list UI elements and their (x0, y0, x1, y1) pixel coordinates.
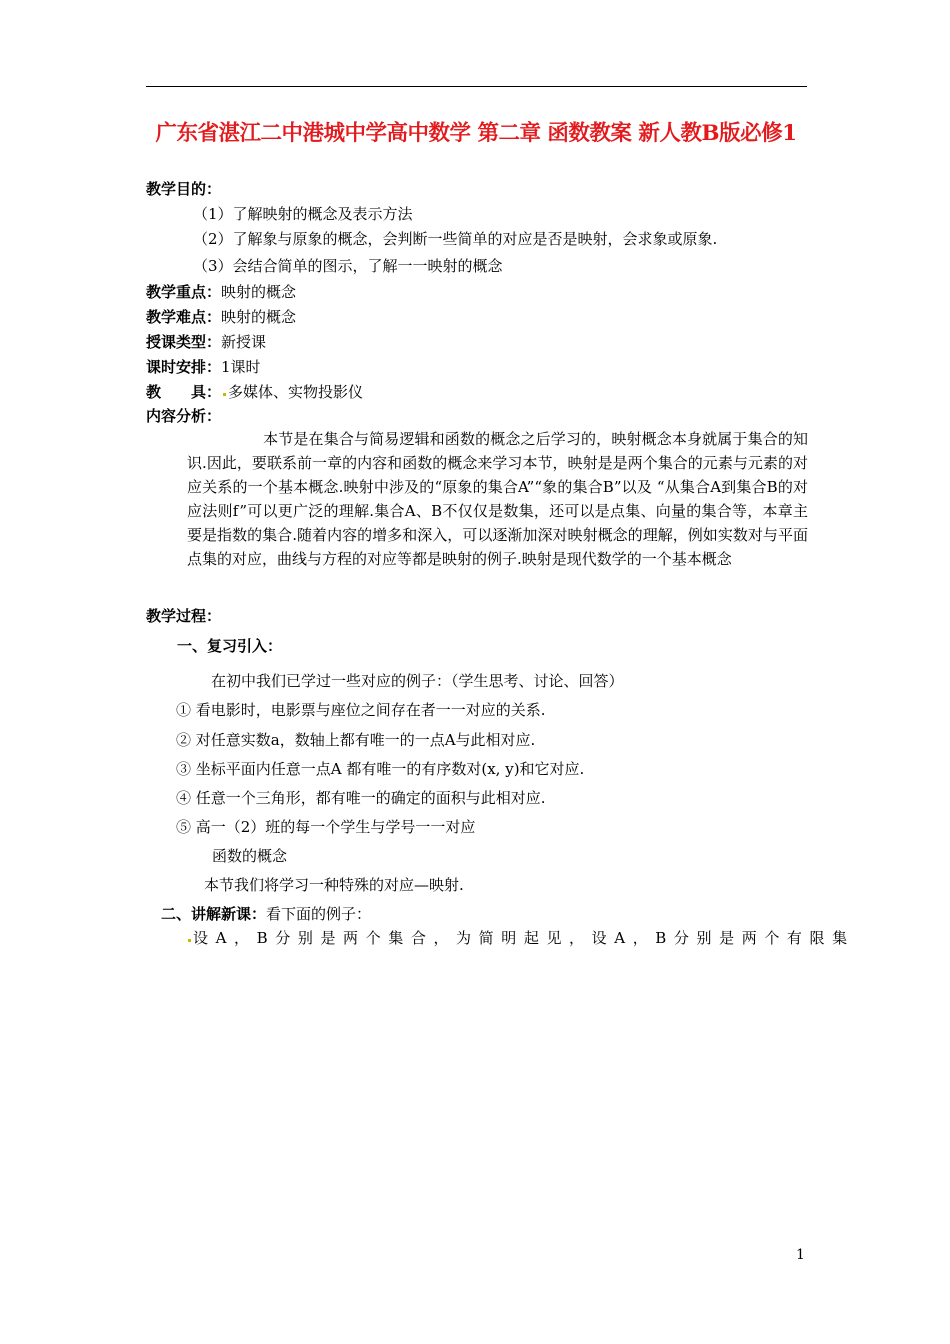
meta-row (146, 357, 261, 377)
objective-item: （1）了解映射的概念及表示方法 (193, 205, 413, 223)
document-title: 广东省湛江二中港城中学高中数学 第二章 函数教案 新人教B版必修1 (155, 121, 797, 146)
example-item: ⑤ 高一（2）班的每一个学生与学号一一对应 (176, 818, 476, 836)
section-intro: 看下面的例子： (266, 905, 372, 923)
lesson-note: 本节我们将学习一种特殊的对应—映射. (204, 876, 464, 894)
meta-value: 1课时 (221, 358, 261, 376)
body-line (186, 928, 855, 948)
objective-item: （2）了解象与原象的概念，会判断一些简单的对应是否是映射，会求象或原象. (193, 230, 718, 248)
content-analysis-paragraph (187, 428, 808, 571)
example-item: ③ 坐标平面内任意一点A 都有唯一的有序数对(x, y)和它对应. (176, 760, 585, 778)
example-item: ① 看电影时，电影票与座位之间存在者一一对应的关系. (176, 701, 546, 719)
process-label: 教学过程： (146, 607, 222, 625)
content-analysis-text: 本节是在集合与简易逻辑和函数的概念之后学习的，映射概念本身就属于集合的知识.因此，要联系前一章的内容和函数的概念来学习本节，映射是是两个集合的元素与元素的对应关系的一个基本概念.映射中涉及的“原象的集合A”“象的集合B”以及 “从集合A到集合B的对应法则f”可以更广泛的理解.集合A、B不仅仅是数集，还可以是点集、向量的集合等，本章主要是指数的集合.随着内容的增多和深入，可以逐渐加深对映射概念的理解，例如实数对与平面点集的对应，曲线与方程的对应等都是映射的例子.映射是现代数学的一个基本概念 (187, 430, 808, 568)
section-heading: 二、讲解新课： (161, 905, 267, 923)
section-heading-row (161, 904, 371, 924)
meta-label: 教 具： (146, 383, 222, 401)
content-analysis-label: 内容分析： (146, 407, 222, 425)
meta-label: 教学难点： (146, 308, 222, 326)
example-item: ② 对任意实数a，数轴上都有唯一的一点A与此相对应. (176, 731, 536, 749)
meta-label: 教学重点： (146, 283, 222, 301)
meta-value: 多媒体、实物投影仪 (228, 383, 364, 401)
meta-value: 新授课 (221, 333, 267, 351)
function-concept-text: 函数的概念 (212, 847, 288, 865)
objective-item: （3）会结合简单的图示，了解一一映射的概念 (193, 257, 503, 275)
meta-value: 映射的概念 (221, 308, 297, 326)
meta-row (146, 332, 266, 352)
header-rule (146, 86, 807, 87)
section-heading: 一、复习引入： (177, 637, 283, 655)
objectives-label: 教学目的： (146, 180, 222, 198)
page-number: 1 (796, 1247, 805, 1263)
meta-row (146, 382, 363, 402)
bullet-dot (223, 393, 226, 396)
meta-label: 授课类型： (146, 333, 222, 351)
meta-row (146, 307, 296, 327)
meta-row (146, 282, 296, 302)
intro-text: 在初中我们已学过一些对应的例子：（学生思考、讨论、回答） (211, 672, 624, 690)
meta-value: 映射的概念 (221, 283, 297, 301)
body-line-text: 设A，B分别是两个集合，为简明起见，设A，B分别是两个有限集 (193, 929, 855, 947)
bullet-dot (188, 939, 191, 942)
example-item: ④ 任意一个三角形，都有唯一的确定的面积与此相对应. (176, 789, 546, 807)
meta-label: 课时安排： (146, 358, 222, 376)
